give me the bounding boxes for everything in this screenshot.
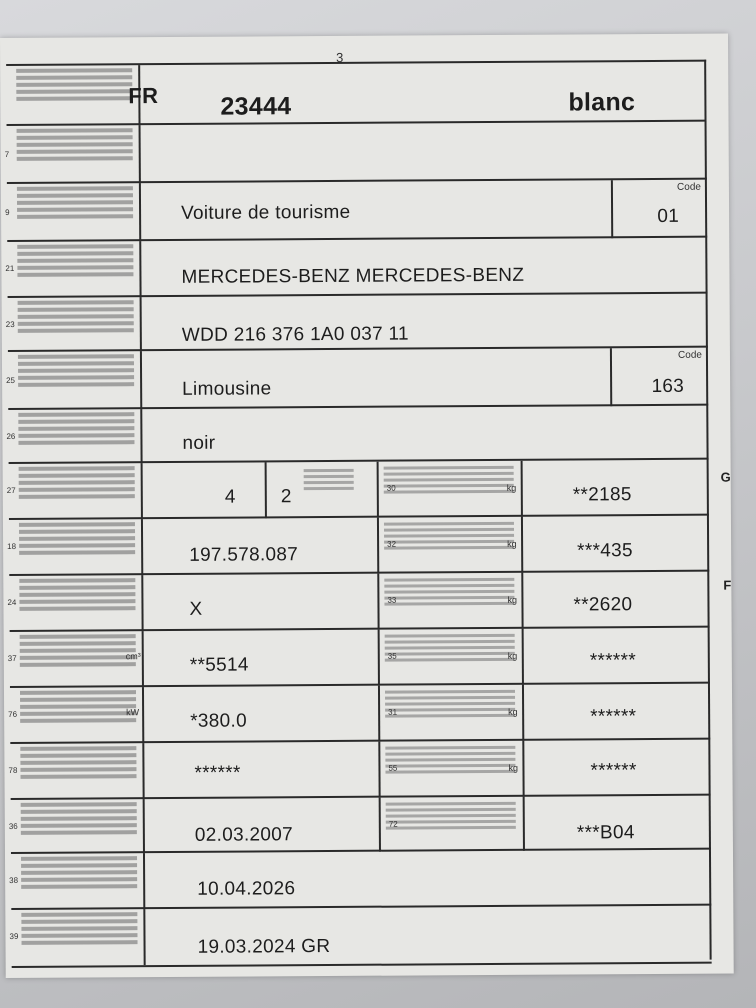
label-payload [381,519,517,572]
field-number: 31 [388,707,398,717]
registration-document [0,34,734,978]
label-vin [5,297,142,352]
label-vehicle-category [7,183,141,242]
label-roof-load [382,743,518,796]
field-number: 78 [8,765,18,775]
field-number: 76 [8,709,18,719]
body-value: Limousine [182,378,272,400]
field-number: 35 [387,651,397,661]
field-number: 26 [6,431,16,441]
matricule-value: 197.578.087 [189,544,299,566]
field-number: 72 [388,819,398,829]
seats-total: 4 [224,486,236,508]
gross-weight-value: **2620 [573,594,633,616]
unit-kw: kW [126,707,140,718]
row-colour [8,404,708,464]
displacement-value: **5514 [189,654,249,676]
row-first-registration [8,794,711,854]
field-number: 18 [7,541,17,551]
field-number: 37 [7,653,17,663]
label-train-weight [382,631,518,684]
label-trailer-load [382,687,518,740]
label-colour [8,409,142,464]
field-number: 27 [6,485,16,495]
field-number: 32 [387,539,397,549]
field-number: 25 [6,375,16,385]
row-vin [5,292,708,352]
label-emission-code [383,799,519,850]
row-make [7,236,707,298]
row-displacement [7,626,710,688]
power-value: *380.0 [190,710,247,732]
seats-front-label [301,466,357,514]
roof-load-value: ****** [590,760,637,782]
row-next-inspection [11,848,711,910]
unit-kg: kg [507,594,517,605]
payload-value: ***435 [577,540,633,562]
plate-country: FR [128,83,159,109]
type-approval-value: X [189,598,203,620]
label-displacement [7,631,144,688]
unit-cm3: cm³ [125,651,141,662]
seats-front: 2 [280,486,292,508]
field-number: 21 [5,263,15,273]
vehicle-category-code: 01 [657,205,680,227]
label-make [7,241,141,298]
page-number: 3 [336,49,344,65]
field-number: 55 [388,763,398,773]
row-seats [6,458,731,520]
train-weight-value: ****** [589,650,637,672]
label-special-usage [4,125,141,184]
side-mark-g: G [720,469,731,485]
label-type-approval [9,575,143,632]
row-body [8,346,708,410]
label-gross-weight [381,575,517,628]
label-body [8,351,142,410]
row-special-usage [4,120,707,184]
next-inspection-value: 10.04.2026 [197,878,296,900]
colour-value: noir [182,432,216,454]
body-code-box [610,348,708,407]
field-number: 24 [7,597,17,607]
code-label: Code [676,181,701,193]
empty-weight-value: **2185 [572,484,632,506]
row-vehicle-category [7,178,707,242]
label-empty-weight [381,463,517,516]
first-registration-value: 02.03.2007 [194,824,294,846]
field-number: 33 [387,595,397,605]
trailer-load-value: ****** [590,706,637,728]
emission-code-value: ***B04 [576,822,635,844]
unit-kg: kg [507,650,518,661]
field-number: 38 [9,875,19,885]
label-matricule [9,519,143,576]
field-number: 30 [386,483,396,493]
side-mark-f: F [723,577,732,593]
plate-colour: blanc [568,88,636,117]
unit-kg: kg [506,482,517,493]
row-last-inspection [11,904,711,968]
field-number: 9 [5,207,10,217]
row-plate [6,60,706,126]
label-empty-weight-trailer [10,743,144,800]
row-power [10,682,710,744]
unit-kg: kg [507,538,517,549]
field-number: 23 [5,319,15,329]
label-first-registration [8,799,145,854]
body-code: 163 [651,375,685,398]
make-value: MERCEDES-BENZ MERCEDES-BENZ [181,264,525,288]
label-power [10,687,144,744]
field-number: 36 [8,821,18,831]
last-inspection-value: 19.03.2024 GR [197,935,331,958]
empty-weight-trailer-value: ****** [194,762,241,784]
vin-value: WDD 216 376 1A0 037 11 [181,323,409,346]
code-label: Code [678,349,702,361]
registration-grid [4,60,732,964]
row-matricule [9,514,709,576]
row-empty-weight-trailer [10,738,710,800]
label-seats [6,463,143,520]
label-last-inspection [11,909,145,966]
field-number: 39 [9,931,19,941]
label-next-inspection [11,853,145,910]
vehicle-category-value: Voiture de tourisme [181,201,351,224]
plate-number: 23444 [220,92,292,121]
field-number: 7 [4,149,10,159]
vehicle-category-code-box [611,180,707,239]
unit-kg: kg [508,706,518,717]
label-plate [6,65,140,126]
row-type-approval [7,570,732,632]
unit-kg: kg [508,762,519,773]
